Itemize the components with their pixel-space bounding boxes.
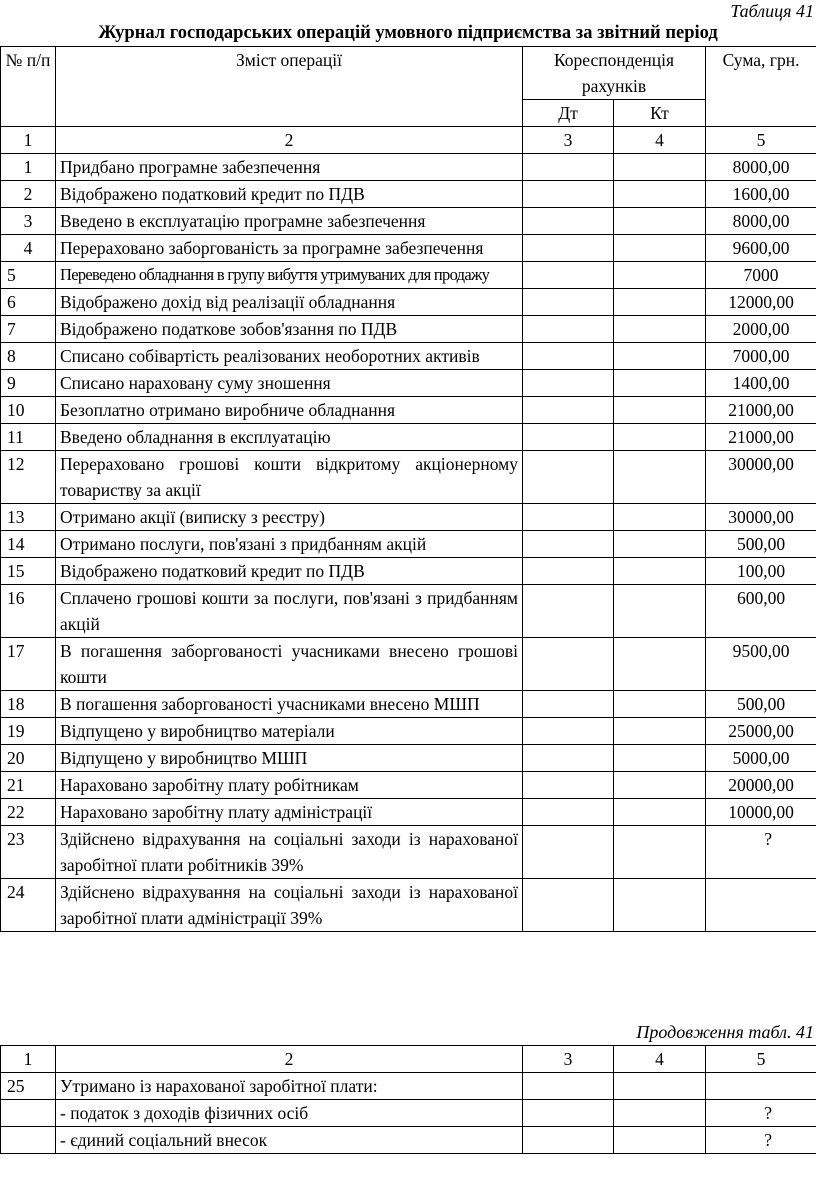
- credit-account: [614, 343, 706, 370]
- row-number: 20: [1, 745, 56, 772]
- credit-account: [614, 745, 706, 772]
- operation-description: Утримано із нарахованої заробітної плати:: [56, 1073, 523, 1100]
- row-number: 9: [1, 370, 56, 397]
- table-row: [1, 585, 816, 638]
- operation-description: Здійснено відрахування на соціальні заходи із нарахованої заробітної плати адміністрації 39%: [56, 879, 523, 932]
- operation-description: Введено обладнання в експлуатацію: [56, 424, 523, 451]
- col-number: 1: [1, 1046, 56, 1073]
- row-number: 21: [1, 772, 56, 799]
- operation-description: Відпущено у виробництво МШП: [56, 745, 523, 772]
- debit-account: [523, 772, 614, 799]
- credit-account: [614, 289, 706, 316]
- row-number: 7: [1, 316, 56, 343]
- row-number: 15: [1, 558, 56, 585]
- table-row: [1, 772, 816, 799]
- credit-account: [614, 1073, 706, 1100]
- credit-account: [614, 799, 706, 826]
- header-dt: Дт: [523, 100, 614, 127]
- debit-account: [523, 451, 614, 504]
- row-number: [1, 1100, 56, 1127]
- header-sum: Сума, грн.: [706, 47, 816, 127]
- col-number: 4: [614, 127, 706, 154]
- operation-description: Відображено податковий кредит по ПДВ: [56, 558, 523, 585]
- table-label: Таблиця 41: [730, 1, 814, 21]
- row-number: 11: [1, 424, 56, 451]
- amount: ?: [706, 826, 816, 879]
- amount: 500,00: [706, 691, 816, 718]
- row-number: 8: [1, 343, 56, 370]
- row-number: 10: [1, 397, 56, 424]
- debit-account: [523, 208, 614, 235]
- operation-description: Перераховано заборгованість за програмне забезпечення: [56, 235, 523, 262]
- amount: 9500,00: [706, 638, 816, 691]
- journal-table: [0, 46, 816, 932]
- debit-account: [523, 343, 614, 370]
- operation-description: Отримано послуги, пов'язані з придбанням акцій: [56, 531, 523, 558]
- debit-account: [523, 1100, 614, 1127]
- row-number: 23: [1, 826, 56, 879]
- table-row: [1, 154, 816, 181]
- debit-account: [523, 235, 614, 262]
- operation-description: Перераховано грошові кошти відкритому акціонерному товариству за акції: [56, 451, 523, 504]
- row-number: 24: [1, 879, 56, 932]
- continuation-label: Продовження табл. 41: [636, 1022, 814, 1042]
- debit-account: [523, 1073, 614, 1100]
- table-row: [1, 181, 816, 208]
- operation-description: Нараховано заробітну плату робітникам: [56, 772, 523, 799]
- table-row: [1, 745, 816, 772]
- credit-account: [614, 181, 706, 208]
- operation-description: - єдиний соціальний внесок: [56, 1127, 523, 1154]
- operation-description: Відображено дохід від реалізації обладнання: [56, 289, 523, 316]
- table-row: [1, 826, 816, 879]
- header-desc: Зміст операції: [56, 47, 523, 127]
- debit-account: [523, 558, 614, 585]
- amount: ?: [706, 1127, 816, 1154]
- amount: ?: [706, 1100, 816, 1127]
- row-number: 1: [1, 154, 56, 181]
- debit-account: [523, 799, 614, 826]
- credit-account: [614, 424, 706, 451]
- amount: 5000,00: [706, 745, 816, 772]
- table-row: [1, 397, 816, 424]
- operation-description: Нараховано заробітну плату адміністрації: [56, 799, 523, 826]
- amount: 20000,00: [706, 772, 816, 799]
- row-number: 14: [1, 531, 56, 558]
- credit-account: [614, 691, 706, 718]
- row-number: 13: [1, 504, 56, 531]
- table-row: [1, 235, 816, 262]
- credit-account: [614, 558, 706, 585]
- header-kt: Кт: [614, 100, 706, 127]
- debit-account: [523, 531, 614, 558]
- amount: 500,00: [706, 531, 816, 558]
- amount: 1600,00: [706, 181, 816, 208]
- operation-description: Відпущено у виробництво матеріали: [56, 718, 523, 745]
- table-row: [1, 558, 816, 585]
- amount: 30000,00: [706, 451, 816, 504]
- debit-account: [523, 638, 614, 691]
- column-numbers-row: [1, 1046, 816, 1073]
- credit-account: [614, 262, 706, 289]
- row-number: 12: [1, 451, 56, 504]
- col-number: 1: [1, 127, 56, 154]
- amount: 12000,00: [706, 289, 816, 316]
- row-number: 4: [1, 235, 56, 262]
- amount: 7000: [706, 262, 816, 289]
- col-number: 3: [523, 127, 614, 154]
- table-row: [1, 718, 816, 745]
- debit-account: [523, 879, 614, 932]
- credit-account: [614, 1100, 706, 1127]
- credit-account: [614, 370, 706, 397]
- credit-account: [614, 451, 706, 504]
- table-row: [1, 208, 816, 235]
- amount: 7000,00: [706, 343, 816, 370]
- amount: 30000,00: [706, 504, 816, 531]
- row-number: 3: [1, 208, 56, 235]
- amount: [706, 879, 816, 932]
- debit-account: [523, 718, 614, 745]
- col-number: 5: [706, 127, 816, 154]
- table-row: [1, 879, 816, 932]
- amount: 21000,00: [706, 424, 816, 451]
- operation-description: Здійснено відрахування на соціальні заходи із нарахованої заробітної плати робітників 39%: [56, 826, 523, 879]
- debit-account: [523, 397, 614, 424]
- credit-account: [614, 1127, 706, 1154]
- col-number: 2: [56, 127, 523, 154]
- amount: 9600,00: [706, 235, 816, 262]
- table-title: Журнал господарських операцій умовного підприємства за звітний період: [98, 23, 718, 43]
- table-row: [1, 451, 816, 504]
- col-number: 3: [523, 1046, 614, 1073]
- amount: 21000,00: [706, 397, 816, 424]
- debit-account: [523, 154, 614, 181]
- credit-account: [614, 154, 706, 181]
- operation-description: Списано собівартість реалізованих необоротних активів: [56, 343, 523, 370]
- row-number: 16: [1, 585, 56, 638]
- table-row: [1, 504, 816, 531]
- debit-account: [523, 370, 614, 397]
- operation-description: Отримано акції (виписку з реєстру): [56, 504, 523, 531]
- credit-account: [614, 235, 706, 262]
- operation-description: Безоплатно отримано виробниче обладнання: [56, 397, 523, 424]
- table-row: [1, 289, 816, 316]
- amount: 600,00: [706, 585, 816, 638]
- table-row: [1, 799, 816, 826]
- header-correspondence: Кореспонденція рахунків: [523, 47, 706, 100]
- debit-account: [523, 316, 614, 343]
- col-number: 2: [56, 1046, 523, 1073]
- col-number: 5: [706, 1046, 816, 1073]
- table-row: [1, 691, 816, 718]
- operation-description: Введено в експлуатацію програмне забезпечення: [56, 208, 523, 235]
- table-row: [1, 343, 816, 370]
- operation-description: В погашення заборгованості учасниками внесено грошові кошти: [56, 638, 523, 691]
- journal-table-continued: [0, 1045, 816, 1154]
- operation-description: Списано нараховану суму зношення: [56, 370, 523, 397]
- table-row: [1, 262, 816, 289]
- debit-account: [523, 181, 614, 208]
- row-number: 6: [1, 289, 56, 316]
- credit-account: [614, 772, 706, 799]
- credit-account: [614, 826, 706, 879]
- amount: [706, 1073, 816, 1100]
- credit-account: [614, 638, 706, 691]
- debit-account: [523, 826, 614, 879]
- operation-description: Відображено податковий кредит по ПДВ: [56, 181, 523, 208]
- credit-account: [614, 585, 706, 638]
- table-row: [1, 424, 816, 451]
- operation-description: Придбано програмне забезпечення: [56, 154, 523, 181]
- debit-account: [523, 262, 614, 289]
- table-row: [1, 1100, 816, 1127]
- table-row: [1, 1127, 816, 1154]
- amount: 100,00: [706, 558, 816, 585]
- table-row: [1, 638, 816, 691]
- amount: 2000,00: [706, 316, 816, 343]
- row-number: 25: [1, 1073, 56, 1100]
- col-number: 4: [614, 1046, 706, 1073]
- table-row: [1, 531, 816, 558]
- table-row: [1, 370, 816, 397]
- credit-account: [614, 879, 706, 932]
- debit-account: [523, 504, 614, 531]
- amount: 25000,00: [706, 718, 816, 745]
- amount: 1400,00: [706, 370, 816, 397]
- amount: 8000,00: [706, 154, 816, 181]
- credit-account: [614, 718, 706, 745]
- debit-account: [523, 745, 614, 772]
- credit-account: [614, 208, 706, 235]
- credit-account: [614, 316, 706, 343]
- credit-account: [614, 531, 706, 558]
- row-number: 22: [1, 799, 56, 826]
- row-number: 18: [1, 691, 56, 718]
- debit-account: [523, 289, 614, 316]
- debit-account: [523, 424, 614, 451]
- row-number: [1, 1127, 56, 1154]
- operation-description: - податок з доходів фізичних осіб: [56, 1100, 523, 1127]
- operation-description: Сплачено грошові кошти за послуги, пов'язані з придбанням акцій: [56, 585, 523, 638]
- debit-account: [523, 1127, 614, 1154]
- operation-description: Відображено податкове зобов'язання по ПДВ: [56, 316, 523, 343]
- operation-description: Переведено обладнання в групу вибуття утримуваних для продажу: [56, 262, 523, 289]
- row-number: 2: [1, 181, 56, 208]
- credit-account: [614, 504, 706, 531]
- row-number: 19: [1, 718, 56, 745]
- credit-account: [614, 397, 706, 424]
- column-numbers-row: [1, 127, 816, 154]
- operation-description: В погашення заборгованості учасниками внесено МШП: [56, 691, 523, 718]
- table-row: [1, 316, 816, 343]
- row-number: 5: [1, 262, 56, 289]
- amount: 10000,00: [706, 799, 816, 826]
- row-number: 17: [1, 638, 56, 691]
- debit-account: [523, 691, 614, 718]
- amount: 8000,00: [706, 208, 816, 235]
- header-no: № п/п: [1, 47, 56, 127]
- table-row: [1, 1073, 816, 1100]
- debit-account: [523, 585, 614, 638]
